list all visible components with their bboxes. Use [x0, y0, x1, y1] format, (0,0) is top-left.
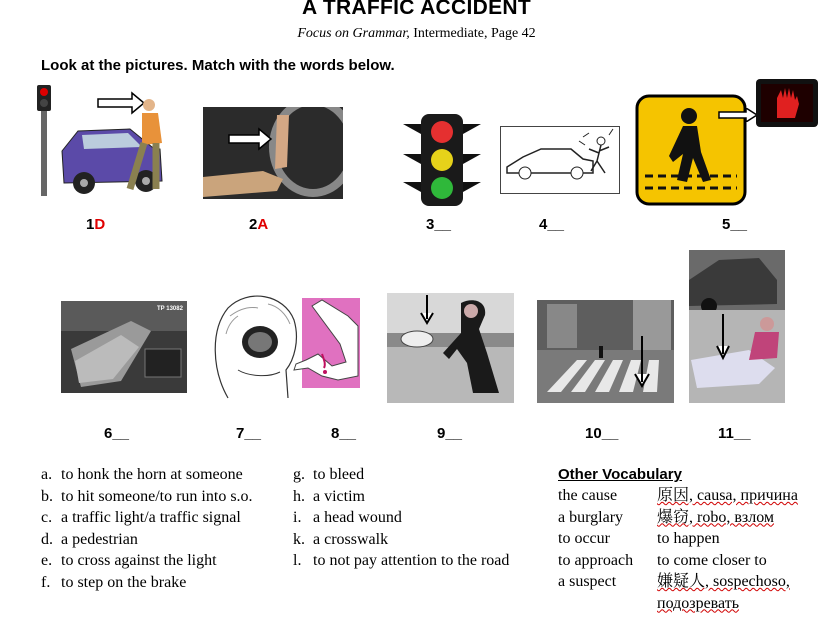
picture-answer: __: [730, 216, 748, 233]
head-wound-illustration: [208, 290, 300, 402]
option-text: to hit someone/to run into s.o.: [61, 487, 253, 505]
other-vocabulary-heading: Other Vocabulary: [558, 466, 682, 483]
picture-8-bleed: [292, 296, 362, 390]
picture-7-head-wound: [208, 290, 300, 402]
picture-1-label: [86, 216, 105, 233]
picture-11-label: [718, 425, 751, 442]
picture-number: 9: [437, 425, 446, 442]
option-letter: c.: [41, 509, 53, 526]
bleeding-finger-illustration: [292, 296, 362, 390]
picture-2-label: [249, 216, 268, 233]
word-option-g: [293, 464, 509, 486]
vocab-definition: 原因, causa, причина: [657, 487, 798, 504]
option-letter: k.: [293, 530, 305, 548]
photo-caption: TP 13082: [157, 306, 183, 312]
picture-4-hit: [500, 126, 620, 194]
picture-answer: __: [547, 216, 565, 233]
picture-3-label: [426, 216, 451, 233]
word-option-l: [293, 550, 509, 572]
option-text: a head wound: [313, 509, 402, 526]
vocab-definition: to come closer to: [657, 551, 767, 569]
option-text: to honk the horn at someone: [61, 466, 243, 483]
picture-number: 5: [722, 216, 731, 233]
picture-number: 7: [236, 425, 245, 442]
picture-answer: A: [257, 216, 269, 233]
picture-10-crosswalk: [537, 300, 674, 403]
option-text: a victim: [313, 487, 365, 505]
word-option-f: [41, 572, 253, 594]
picture-11-victim: [689, 250, 785, 403]
picture-answer: __: [601, 425, 619, 442]
word-option-c: [41, 507, 253, 529]
option-letter: a.: [41, 466, 53, 483]
picture-number: 2: [249, 216, 258, 233]
picture-number: 8: [331, 425, 340, 442]
word-option-b: [41, 486, 253, 508]
traffic-light-icon: [401, 112, 483, 206]
option-letter: f.: [41, 573, 51, 591]
word-list-left: [41, 464, 253, 593]
option-text: a traffic light/a traffic signal: [61, 509, 241, 526]
picture-10-label: [585, 425, 618, 442]
arrow-right-icon: [718, 108, 758, 122]
book-title: Focus on Grammar,: [297, 26, 410, 41]
crosswalk-photo-illustration: [537, 300, 674, 403]
vocab-term: the cause: [558, 487, 618, 504]
picture-answer: __: [445, 425, 463, 442]
picture-answer: __: [733, 425, 751, 442]
brake-pedal-illustration: [61, 301, 187, 393]
vocab-term: [558, 593, 657, 615]
picture-number: 4: [539, 216, 548, 233]
option-text: to not pay attention to the road: [313, 552, 510, 569]
vocab-term: a burglary: [558, 508, 624, 526]
vocab-item: [558, 507, 798, 529]
option-letter: b.: [41, 487, 53, 505]
accident-victim-illustration: [689, 250, 785, 403]
picture-7-label: [236, 425, 261, 442]
worksheet-title: A TRAFFIC ACCIDENT: [302, 0, 531, 19]
worksheet-subtitle: [0, 26, 833, 42]
vocab-definition: 嫌疑人, sospechoso,: [657, 573, 790, 590]
word-option-e: [41, 550, 253, 572]
picture-number: 6: [104, 425, 113, 442]
option-letter: h.: [293, 487, 305, 505]
option-text: a pedestrian: [61, 530, 138, 548]
distracted-woman-illustration: [387, 293, 514, 403]
picture-1-pedestrian: [34, 85, 174, 197]
option-letter: i.: [293, 509, 302, 526]
vocab-item: [558, 485, 798, 507]
picture-answer: __: [434, 216, 452, 233]
book-reference: Intermediate, Page 42: [413, 26, 536, 41]
picture-6-label: [104, 425, 129, 442]
other-vocabulary-list: [558, 485, 798, 614]
word-option-a: [41, 464, 253, 486]
picture-2-honk: [203, 107, 343, 199]
vocab-definition: 爆窃, robo, взлом: [657, 508, 775, 526]
picture-number: 10: [585, 425, 602, 442]
option-text: to step on the brake: [61, 573, 187, 591]
option-letter: e.: [41, 552, 53, 569]
picture-number: 1: [86, 216, 95, 233]
picture-answer: __: [112, 425, 130, 442]
option-text: to cross against the light: [61, 552, 217, 569]
picture-answer: __: [244, 425, 262, 442]
dont-walk-signal-icon: [755, 78, 819, 128]
vocab-item: [558, 593, 798, 615]
word-option-d: [41, 529, 253, 551]
picture-number: 3: [426, 216, 435, 233]
car-hit-illustration: [501, 127, 619, 193]
option-letter: l.: [293, 552, 302, 569]
picture-answer: D: [94, 216, 106, 233]
option-text: to bleed: [313, 466, 365, 483]
word-list-right: [293, 464, 509, 572]
picture-3-traffic-light: [401, 112, 483, 206]
pedestrian-illustration: [34, 85, 174, 197]
instructions: Look at the pictures. Match with the words below.: [41, 57, 395, 74]
vocab-term: to approach: [558, 551, 634, 569]
vocab-item: [558, 528, 798, 550]
picture-9-label: [437, 425, 462, 442]
vocab-definition: подозревать: [657, 594, 739, 612]
picture-8-label: [331, 425, 356, 442]
word-option-i: [293, 507, 509, 529]
option-letter: d.: [41, 530, 53, 548]
picture-answer: __: [339, 425, 357, 442]
vocab-term: a suspect: [558, 573, 617, 590]
vocab-item: [558, 571, 798, 593]
picture-9-distracted: [387, 293, 514, 403]
vocab-definition: to happen: [657, 530, 720, 547]
honk-illustration: [203, 107, 343, 199]
vocab-term: to occur: [558, 530, 610, 547]
word-option-k: [293, 529, 509, 551]
option-text: a crosswalk: [313, 530, 389, 548]
picture-6-brake: [61, 301, 187, 393]
picture-number: 11: [718, 425, 734, 442]
option-letter: g.: [293, 466, 305, 483]
picture-4-label: [539, 216, 564, 233]
word-option-h: [293, 486, 509, 508]
vocab-item: [558, 550, 798, 572]
picture-5-label: [722, 216, 747, 233]
